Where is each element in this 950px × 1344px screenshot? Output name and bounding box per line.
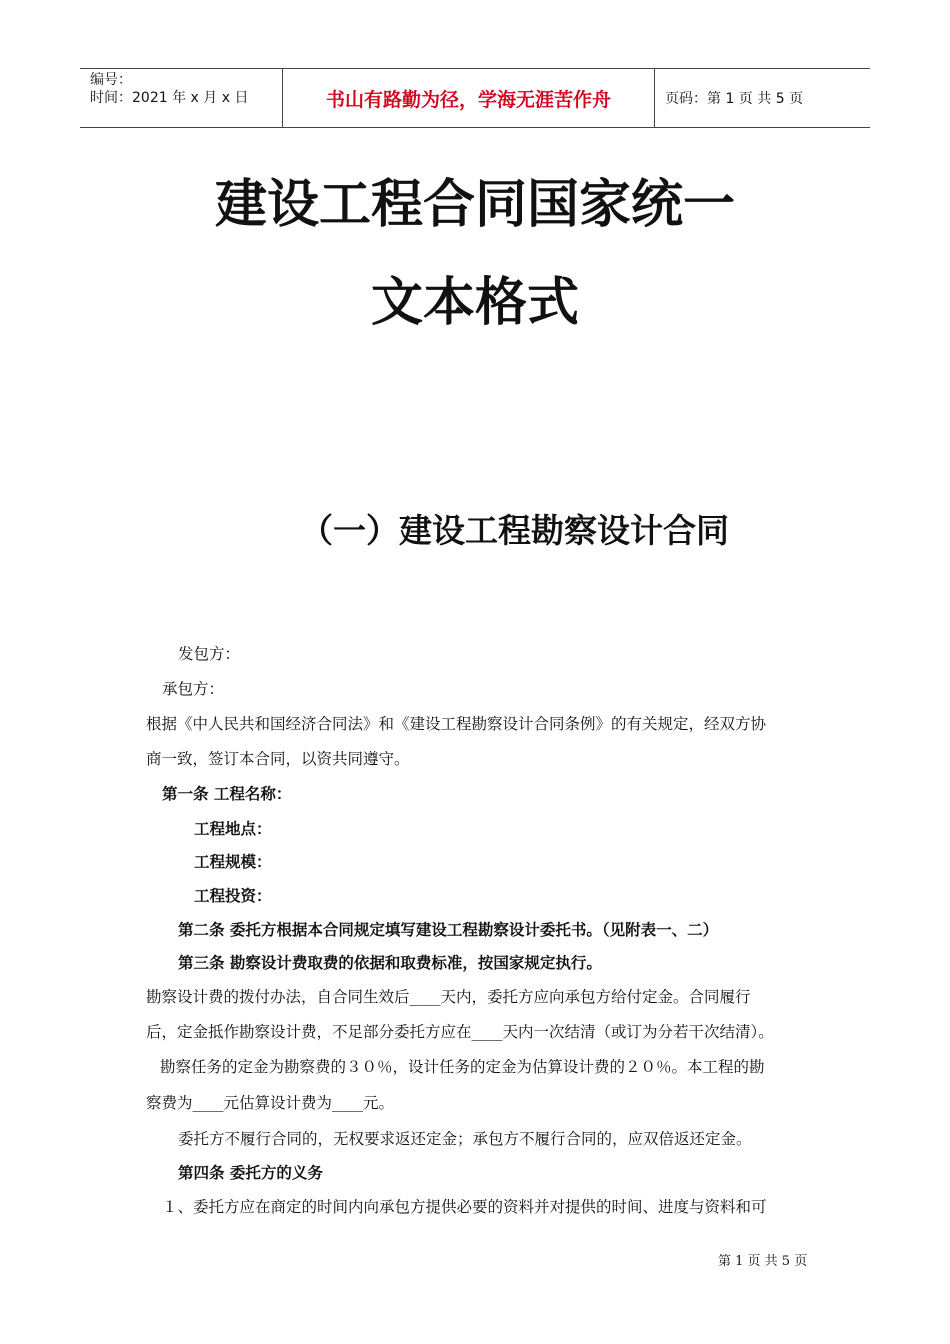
header-motto: 书山有路勤为径，学海无涯苦作舟 [282, 69, 655, 127]
document-number-label: 编号： [90, 72, 132, 88]
document-time-label: 时间：2021 年 x 月 x 日 [90, 90, 249, 106]
article-4-heading: 第四条 委托方的义务 [178, 1164, 323, 1182]
document-title-line-1: 建设工程合同国家统一 [214, 175, 735, 235]
payment-line-2: 后，定金抵作勘察设计费，不足部分委托方应在____天内一次结清（或订为分若干次结清）。 [146, 1023, 774, 1041]
deposit-line-2: 察费为____元估算设计费为____元。 [146, 1094, 395, 1112]
preamble-line-1: 根据《中人民共和国经济合同法》和《建设工程勘察设计合同条例》的有关规定，经双方协 [146, 715, 767, 733]
document-title-line-2: 文本格式 [370, 273, 579, 333]
article-3: 第三条 勘察设计费取费的依据和取费标准，按国家规定执行。 [178, 954, 602, 972]
payment-line-1: 勘察设计费的拨付办法，自合同生效后____天内，委托方应向承包方给付定金。合同履行 [146, 988, 751, 1006]
deposit-line-1: 勘察任务的定金为勘察费的３０％，设计任务的定金为估算设计费的２０％。本工程的勘 [160, 1058, 765, 1076]
page-header [80, 68, 870, 128]
article-2: 第二条 委托方根据本合同规定填写建设工程勘察设计委托书。（见附表一、二） [178, 921, 719, 939]
section-title: （一）建设工程勘察设计合同 [300, 511, 729, 550]
project-investment: 工程投资： [194, 887, 272, 905]
article-1-project-name: 第一条 工程名称： [162, 785, 292, 803]
employer-field: 发包方： [178, 645, 241, 663]
article-4-item-1: １、委托方应在商定的时间内向承包方提供必要的资料并对提供的时间、进度与资料和可 [162, 1198, 767, 1216]
header-page-info: 页码：第 1 页 共 5 页 [665, 91, 804, 107]
project-scale: 工程规模： [194, 853, 272, 871]
header-meta [80, 69, 282, 127]
preamble-line-2: 商一致，签订本合同，以资共同遵守。 [146, 750, 410, 768]
contractor-field: 承包方： [162, 680, 225, 698]
deposit-rule: 委托方不履行合同的，无权要求返还定金；承包方不履行合同的，应双倍返还定金。 [178, 1130, 752, 1148]
page-footer: 第 1 页 共 5 页 [718, 1254, 808, 1269]
project-location: 工程地点： [194, 820, 272, 838]
